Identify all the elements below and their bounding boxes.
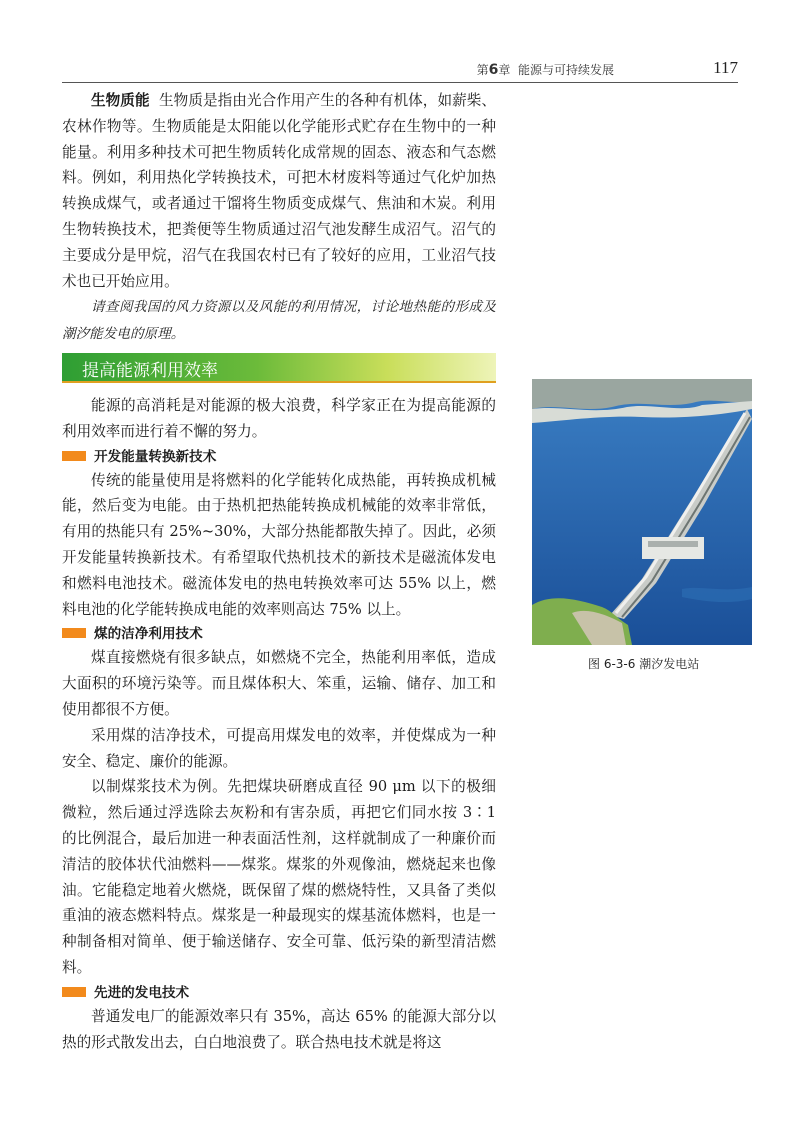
chapter-prefix: 第	[476, 63, 489, 77]
section-intro: 能源的高消耗是对能源的极大浪费，科学家正在为提高能源的利用效率而进行着不懈的努力。	[62, 397, 496, 440]
section-heading	[62, 353, 496, 383]
tidal-station-illustration	[532, 379, 752, 645]
power-house-roof	[648, 541, 698, 547]
subhead-marker	[62, 987, 86, 997]
chapter-suffix: 章	[498, 63, 511, 77]
figure-caption: 图 6-3-6 潮汐发电站	[588, 657, 700, 671]
biomass-text: 生物质是指由光合作用产生的各种有机体，如薪柴、农林作物等。生物质能是太阳能以化学能形式贮存在生物中的一种能量。利用多种技术可把生物质转化成常规的固态、液态和气态燃料。例如，利用热化学转换技术，可把木材废料等通过气化炉加热转换成煤气，或者通过干馏将生物质变成煤气、焦油和木炭。利用生物转换技术，把粪便等生物质通过沼气池发酵生成沼气。沼气的主要成分是甲烷，沼气在我国农村已有了较好的应用，工业沼气技术也已开始应用。	[62, 92, 496, 290]
chapter-number: 6	[488, 62, 499, 78]
power-house	[642, 537, 704, 559]
page-number: 117	[713, 58, 738, 77]
energy-conversion-paragraph: 传统的能量使用是将燃料的化学能转化成热能，再转换成机械能，然后变为电能。由于热机把热能转换成机械能的效率非常低，有用的热能只有 25%~30%，大部分热能都散失掉了。因此，必须开发能量转换新技术。有希望取代热机技术的新技术是磁流体发电和燃料电池技术。磁流体发电的热电转换效率可达 55% 以上，燃料电池的化学能转换成电能的效率则高达 75% 以上。	[62, 471, 496, 618]
clean-coal-paragraph-2: 采用煤的洁净技术，可提高用煤发电的效率，并使煤成为一种安全、稳定、廉价的能源。	[62, 726, 496, 770]
biomass-paragraph	[62, 88, 496, 294]
running-header	[62, 58, 738, 83]
discussion-note: 请查阅我国的风力资源以及风能的利用情况，讨论地热能的形成及潮汐能发电的原理。	[62, 299, 496, 342]
clean-coal-paragraph-1: 煤直接燃烧有很多缺点，如燃烧不完全，热能利用率低，造成大面积的环境污染等。而且煤体积大、笨重，运输、储存、加工和使用都很不方便。	[62, 649, 496, 718]
subhead-power-generation	[62, 982, 496, 1004]
chapter-label	[477, 61, 614, 78]
section-title: 提高能源利用效率	[82, 361, 218, 381]
subhead-marker	[62, 451, 86, 461]
biomass-block	[62, 88, 496, 347]
power-generation-paragraph: 普通发电厂的能源效率只有 35%，高达 65% 的能源大部分以热的形式散发出去，白白地浪费了。联合热电技术就是将这	[62, 1007, 496, 1051]
tidal-power-station-photo	[532, 379, 752, 645]
subhead-title: 煤的洁净利用技术	[94, 626, 203, 643]
biomass-term: 生物质能	[91, 92, 150, 109]
clean-coal-paragraph-3: 以制煤浆技术为例。先把煤块研磨成直径 90 μm 以下的极细微粒，然后通过浮选除去灰粉和有害杂质，再把它们同水按 3∶1 的比例混合，最后加进一种表面活性剂，这样就制成了一种廉价而清洁的胶体状代油燃料——煤浆。煤浆的外观像油，燃烧起来也像油。它能稳定地着火燃烧，既保留了煤的燃烧特性，又具备了类似重油的液态燃料特点。煤浆是一种最现实的煤基流体燃料，也是一种制备相对简单、便于输送储存、安全可靠、低污染的新型清洁燃料。	[62, 778, 496, 976]
chapter-title: 能源与可持续发展	[517, 63, 614, 77]
subhead-energy-conversion	[62, 446, 496, 468]
subhead-title: 开发能量转换新技术	[94, 448, 217, 465]
subhead-title: 先进的发电技术	[94, 984, 190, 1001]
subhead-clean-coal	[62, 623, 496, 645]
section-body	[62, 393, 496, 1055]
subhead-marker	[62, 628, 86, 638]
